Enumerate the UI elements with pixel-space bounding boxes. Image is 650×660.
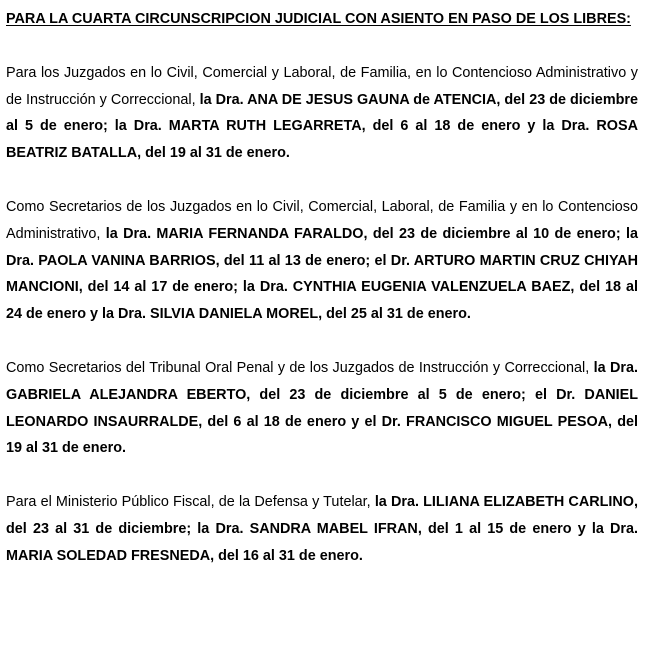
document-body [6, 6, 638, 597]
paragraph-secretarios-tribunal [6, 355, 638, 462]
paragraph-ministerio-publico [6, 489, 638, 569]
paragraph-intro: Para el Ministerio Público Fiscal, de la Defensa y Tutelar, [6, 494, 375, 511]
paragraph-secretarios-juzgados [6, 194, 638, 328]
paragraph-juzgados [6, 60, 638, 167]
paragraph-intro: Como Secretarios de los Juzgados en lo Civil, Comercial, Laboral, de Familia y en lo Contencioso Administrativo, [6, 198, 638, 242]
paragraph-assignments: la Dra. GABRIELA ALEJANDRA EBERTO, del 23 de diciembre al 5 de enero; el Dr. DANIEL LEONARDO INSAURRALDE, del 6 al 18 de enero y el Dr. FRANCISCO MIGUEL PESOA, del 19 al 31 de enero. [6, 359, 638, 457]
section-heading: PARA LA CUARTA CIRCUNSCRIPCION JUDICIAL CON ASIENTO EN PASO DE LOS LIBRES: [6, 11, 631, 27]
paragraph-intro: Como Secretarios del Tribunal Oral Penal y de los Juzgados de Instrucción y Correccional, [6, 359, 594, 376]
paragraph-assignments: la Dra. MARIA FERNANDA FARALDO, del 23 de diciembre al 10 de enero; la Dra. PAOLA VANINA BARRIOS, del 11 al 13 de enero; el Dr. ARTURO MARTIN CRUZ CHIYAH MANCIONI, del 14 al 17 de enero; la Dra. CYNTHIA EUGENIA VALENZUELA BAEZ, del 18 al 24 de enero y la Dra. SILVIA DANIELA MOREL, del 25 al 31 de enero. [6, 225, 638, 323]
paragraph-assignments: la Dra. ANA DE JESUS GAUNA de ATENCIA, del 23 de diciembre al 5 de enero; la Dra. MARTA RUTH LEGARRETA, del 6 al 18 de enero y la Dra. ROSA BEATRIZ BATALLA, del 19 al 31 de enero. [6, 91, 639, 162]
paragraph-assignments: la Dra. LILIANA ELIZABETH CARLINO, del 23 al 31 de diciembre; la Dra. SANDRA MABEL IFRAN, del 1 al 15 de enero y la Dra. MARIA SOLEDAD FRESNEDA, del 16 al 31 de enero. [6, 494, 638, 564]
paragraph-intro: Para los Juzgados en lo Civil, Comercial y Laboral, de Familia, en lo Contencioso Administrativo y de Instrucción y Correccional, [6, 64, 638, 108]
